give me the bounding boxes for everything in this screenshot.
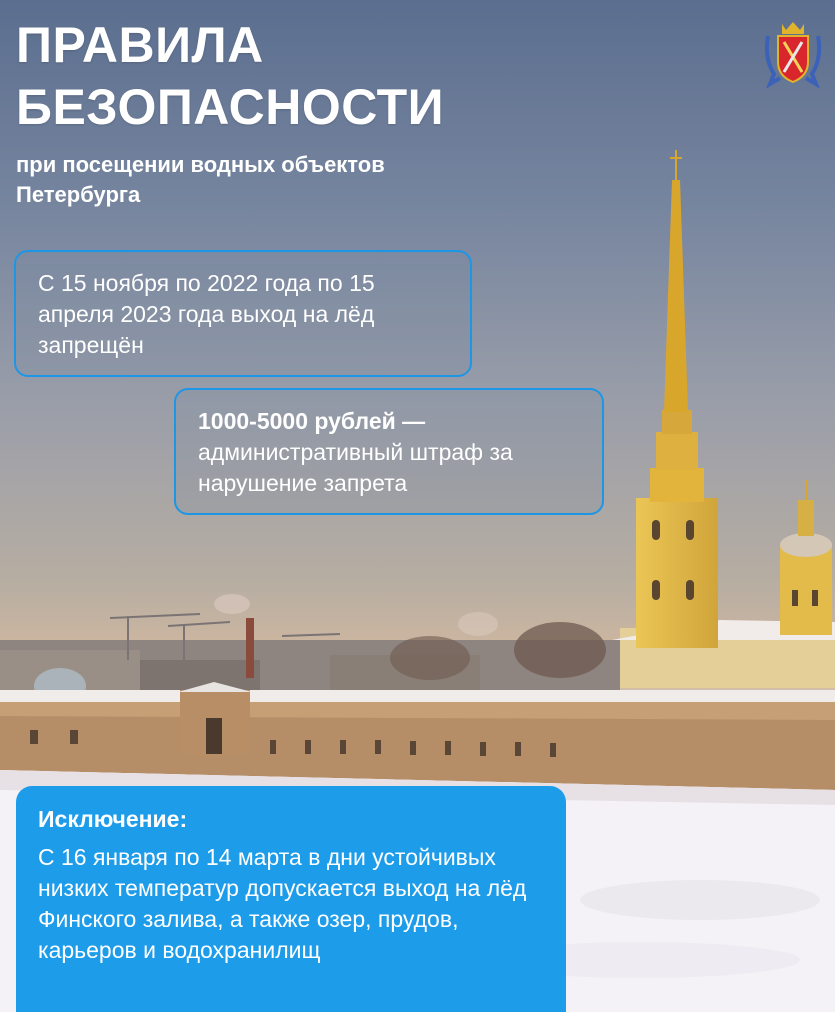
exception-box: [16, 786, 566, 1012]
ice-ban-period-box: [14, 250, 472, 377]
cathedral: [612, 150, 835, 688]
fine-amount: 1000-5000 рублей —: [198, 408, 426, 434]
st-petersburg-coat-of-arms-icon: [760, 18, 826, 92]
page-title: [16, 14, 444, 138]
distant-skyline: [0, 594, 620, 704]
title-line-2: БЕЗОПАСНОСТИ: [16, 79, 445, 135]
exception-title: Исключение:: [38, 806, 188, 832]
title-line-1: ПРАВИЛА: [16, 17, 264, 73]
fine-box: [174, 388, 604, 515]
exception-text: С 16 января по 14 марта в дни устойчивых низких температур допускается выход на лёд Финского залива, а также озер, прудов, карьеров и водохранилищ: [38, 844, 527, 963]
fine-description: административный штраф за нарушение запрета: [198, 439, 513, 496]
page-subtitle: при посещении водных объектов Петербурга: [16, 152, 385, 207]
ice-ban-period-text: С 15 ноября по 2022 года по 15 апреля 2023 года выход на лёд запрещён: [38, 270, 375, 358]
